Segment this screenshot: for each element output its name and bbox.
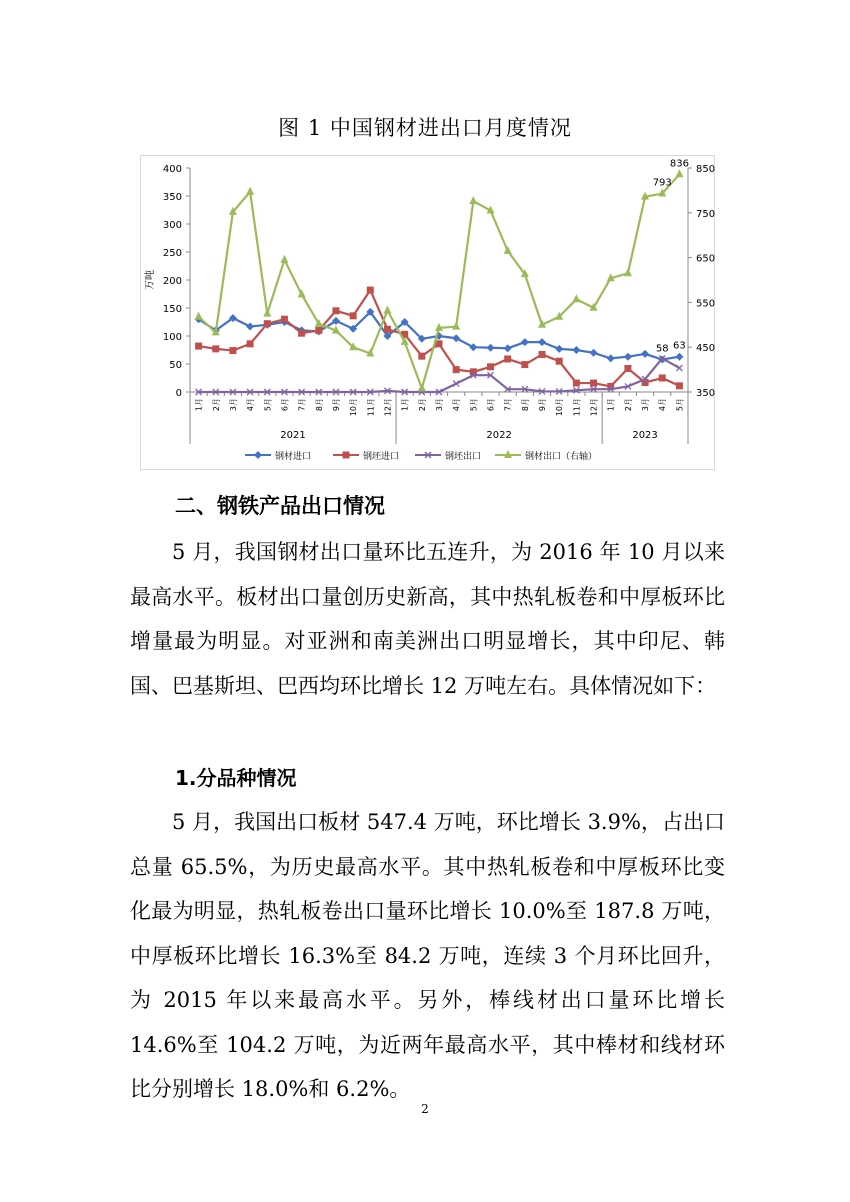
- y-tick-label: 50: [169, 360, 182, 371]
- x-tick-label: 1月: [194, 398, 204, 412]
- data-label: 793: [652, 177, 672, 189]
- legend-label: 钢坯出口: [445, 452, 482, 462]
- paragraph-1: 5 月，我国钢材出口量环比五连升，为 2016 年 10 月以来最高水平。板材出口量创历史新高，其中热轧板卷和中厚板环比增量最为明显。对亚洲和南美洲出口明显增长，其中印尼、韩国、巴基斯坦、巴西均环比增长 12 万吨左右。具体情况如下：: [130, 540, 725, 698]
- legend-label: 钢材进口: [275, 452, 312, 462]
- y-tick-label: 350: [162, 192, 182, 203]
- y-tick-label: 300: [162, 220, 182, 231]
- x-tick-label: 3月: [641, 398, 651, 412]
- x-tick-label: 6月: [280, 398, 290, 412]
- data-point: [229, 347, 236, 354]
- x-tick-label: 7月: [503, 398, 513, 412]
- y-tick-label: 250: [162, 248, 182, 259]
- chart-frame: [141, 156, 715, 470]
- x-tick-label: 9月: [331, 398, 341, 412]
- data-point: [264, 320, 271, 327]
- data-point: [487, 363, 494, 370]
- x-tick-label: 2月: [623, 398, 633, 412]
- section-heading: 二、钢铁产品出口情况: [175, 494, 385, 518]
- x-tick-label: 10月: [555, 398, 565, 417]
- data-point: [539, 351, 546, 358]
- x-tick-label: 11月: [572, 398, 582, 417]
- x-tick-label: 11月: [366, 398, 376, 417]
- paragraph-2: 5 月，我国出口板材 547.4 万吨，环比增长 3.9%，占出口总量 65.5%，为历史最高水平。其中热轧板卷和中厚板环比变化最为明显，热轧板卷出口量环比增长 10.0%至 187.8 万吨，中厚板环比增长 16.3%至 84.2 万吨，连续 3 个月环比回升，为 2015 年以来最高水平。另外，棒线材出口量环比增长 14.6%至 104.2 万吨，为近两年最高水平，其中棒材和线材环比分别增长 18.0%和 6.2%。: [130, 810, 725, 1101]
- data-point: [436, 340, 443, 347]
- data-point: [384, 326, 391, 333]
- x-tick-label: 1月: [400, 398, 410, 412]
- data-point: [367, 287, 374, 294]
- y-tick-label: 100: [162, 332, 182, 343]
- y-tick-label: 150: [162, 304, 182, 315]
- x-tick-label: 4月: [452, 398, 462, 412]
- data-point: [343, 452, 350, 459]
- subsection-heading: 1.分品种情况: [175, 766, 297, 790]
- y2-tick-label: 550: [696, 298, 715, 310]
- data-point: [453, 366, 460, 373]
- x-tick-label: 3月: [228, 398, 238, 412]
- data-point: [556, 358, 563, 365]
- data-point: [504, 355, 511, 362]
- data-point: [659, 375, 666, 382]
- x-tick-label: 3月: [435, 398, 444, 412]
- data-point: [332, 307, 339, 314]
- data-point: [281, 316, 288, 323]
- data-label: 58: [655, 343, 669, 355]
- y2-tick-label: 650: [696, 253, 715, 265]
- data-point: [298, 330, 305, 337]
- x-tick-label: 2月: [417, 398, 427, 412]
- x-tick-label: 9月: [538, 398, 548, 412]
- x-tick-label: 5月: [675, 398, 685, 412]
- x-tick-label: 2月: [211, 398, 221, 412]
- data-point: [350, 312, 357, 319]
- x-tick-label: 8月: [314, 398, 324, 412]
- x-tick-label: 4月: [658, 398, 668, 412]
- x-tick-label: 6月: [486, 398, 496, 412]
- data-point: [212, 345, 219, 352]
- figure-title: 图 1 中国钢材进出口月度情况: [278, 116, 572, 140]
- data-label: 63: [673, 340, 686, 352]
- data-point: [624, 365, 631, 372]
- x-tick-label: 8月: [520, 398, 530, 412]
- x-tick-label: 12月: [589, 398, 599, 417]
- data-point: [418, 353, 425, 360]
- y2-tick-label: 850: [696, 164, 715, 175]
- steel-import-export-chart: [140, 155, 715, 470]
- y2-tick-label: 350: [696, 388, 715, 399]
- y-axis-label: 万吨: [145, 270, 156, 290]
- data-point: [521, 361, 528, 368]
- y2-tick-label: 750: [696, 208, 715, 220]
- data-point: [676, 382, 683, 389]
- legend-label: 钢材出口（右轴）: [525, 452, 598, 462]
- x-tick-label: 5月: [469, 398, 479, 412]
- page-number: 2: [421, 1102, 429, 1116]
- y-tick-label: 200: [162, 276, 182, 287]
- x-tick-label: 7月: [297, 398, 307, 412]
- x-tick-label: 12月: [383, 398, 393, 417]
- y-tick-label: 0: [175, 388, 182, 399]
- data-point: [247, 340, 254, 347]
- x-tick-label: 1月: [606, 398, 616, 412]
- year-group-label: 2023: [632, 430, 658, 441]
- year-group-label: 2022: [486, 430, 512, 441]
- data-point: [590, 380, 597, 387]
- data-point: [195, 343, 202, 350]
- y-tick-label: 400: [162, 164, 182, 175]
- x-tick-label: 5月: [263, 398, 273, 412]
- x-tick-label: 4月: [246, 398, 256, 412]
- x-tick-label: 10月: [349, 398, 359, 417]
- data-point: [573, 380, 580, 387]
- legend-label: 钢坯进口: [363, 452, 400, 462]
- data-label: 836: [669, 158, 689, 170]
- y2-tick-label: 450: [696, 343, 715, 355]
- data-point: [315, 327, 322, 334]
- year-group-label: 2021: [280, 430, 306, 441]
